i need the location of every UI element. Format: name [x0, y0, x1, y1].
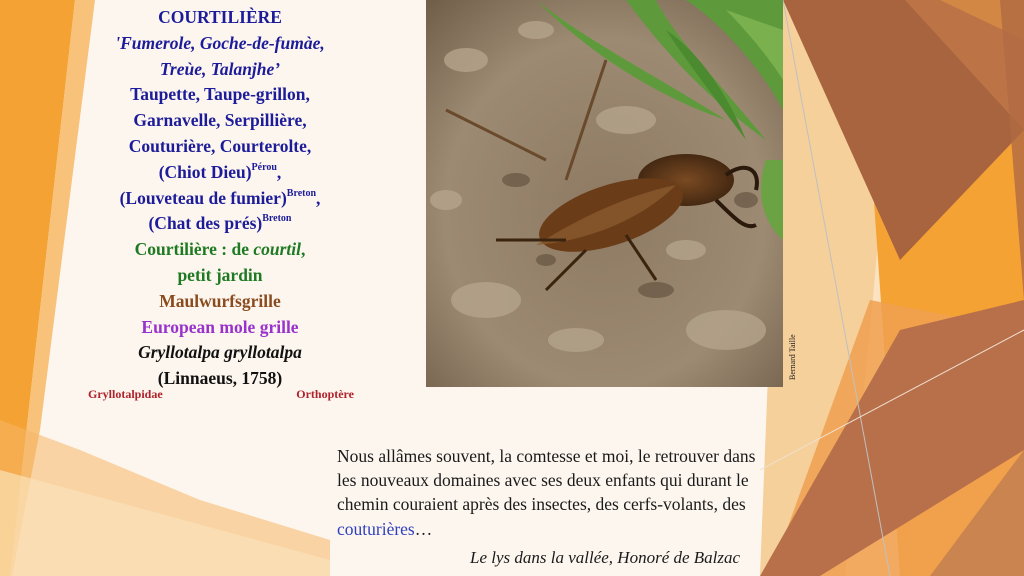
english-name: European mole grille	[141, 316, 299, 337]
quote-ellipsis: …	[414, 518, 433, 539]
regional-name-3: (Chat des prés)$^{Breton}$	[148, 213, 292, 234]
names-block	[84, 5, 356, 392]
german-name: Maulwurfsgrille	[159, 290, 281, 311]
literary-quote	[337, 444, 767, 541]
regional-name-1: (Chiot Dieu)$^{Pérou}$,	[158, 161, 282, 182]
quote-text: Nous allâmes souvent, la comtesse et moi, le retrouver dans les nouveaux domaines avec ses deux enfants qui durant le chemin couraient après des insectes, des cerfs-volants, des	[337, 446, 756, 515]
taxonomy-row	[88, 387, 354, 402]
title-french: COURTILIÈRE	[158, 7, 282, 27]
scientific-name: Gryllotalpa gryllotalpa	[138, 342, 302, 363]
family-label: Gryllotalpidae	[88, 387, 163, 401]
french-names-line3: Couturière, Courterolte,	[128, 135, 312, 156]
etymology-line1: Courtilière : de courtil,	[134, 239, 306, 260]
french-names-line1: Taupette, Taupe-grillon,	[130, 84, 310, 105]
patois-names-line2: Treùe, Talanjhe’	[159, 58, 281, 79]
quote-highlight: couturières	[337, 518, 415, 539]
quote-source: Le lys dans la vallée, Honoré de Balzac	[470, 548, 741, 567]
patois-names-line1: 'Fumerole, Goche-de-fumàe,	[115, 32, 325, 53]
etymology-line2: petit jardin	[177, 264, 263, 285]
mole-cricket-photo	[426, 0, 783, 387]
order-label: Orthoptère	[296, 387, 354, 401]
regional-name-2: (Louveteau de fumier)$^{Breton}$,	[119, 187, 321, 208]
photo-credit: Bernard Taille	[788, 334, 797, 380]
french-names-line2: Garnavelle, Serpillière,	[133, 110, 307, 131]
taxon-author: (Linnaeus, 1758)	[157, 368, 283, 389]
